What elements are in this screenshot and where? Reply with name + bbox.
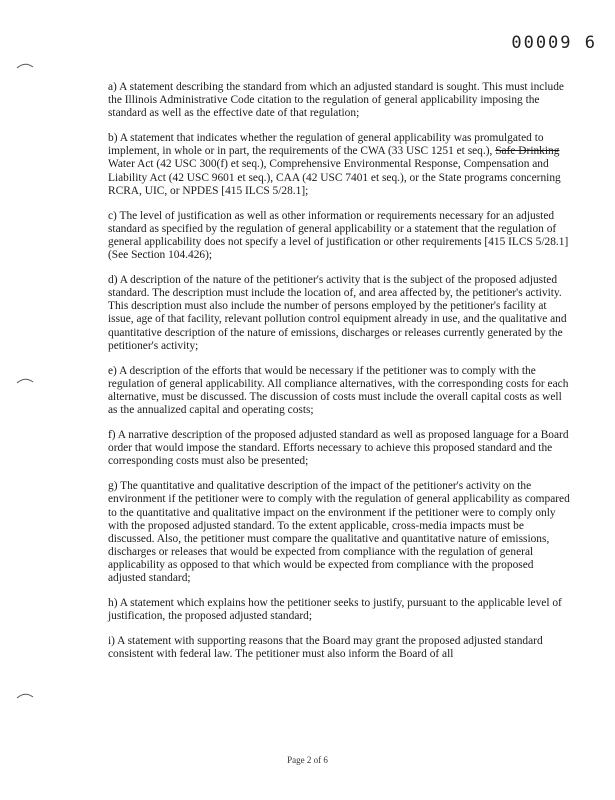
paragraph-a: a) A statement describing the standard from which an adjusted standard is sought. This must include the Illinois Administrative Code citation to the regulation of general applicability imposing the standard as well as the effective date of that regulation; (108, 81, 564, 120)
paragraph-g: g) The quantitative and qualitative description of the impact of the petitioner's activity on the environment if the petitioner were to comply with the regulation of general applicability as compared to the quantitative and qualitative impact on the environment if the petitioner were to comply only with the proposed adjusted standard. To the extent applicable, cross-media impacts must be discussed. Also, the petitioner must compare the qualitative and quantitative nature of emissions, discharges or releases that would be expected from compliance with the regulation of general applicability as opposed to that which would be expected from compliance with the proposed adjusted standard; (108, 480, 570, 584)
paragraph-h: h) A statement which explains how the petitioner seeks to justify, pursuant to the applicable level of justification, the proposed adjusted standard; (108, 597, 562, 623)
punch-hole-mark (16, 690, 34, 700)
punch-hole-mark (16, 375, 34, 385)
paragraph-c: c) The level of justification as well as other information or requirements necessary for an adjusted standard as specified by the regulation of general applicability or a statement that the regulation of general applicability does not specify a level of justification or other requirements [415 ILCS 5/28.1] (See Section 104.426); (108, 209, 569, 262)
punch-hole-mark (16, 60, 34, 70)
paragraph-d: d) A description of the nature of the petitioner's activity that is the subject of the proposed adjusted standard. The description must include the location of, and area affected by, the petitioner's activity. This description must also include the number of persons employed by the petitioner's facility at issue, age of that facility, relevant pollution control equipment already in use, and the qualitative and quantitative description of the nature of emissions, discharges or releases currently generated by the petitioner's activity; (108, 274, 567, 352)
paragraph-b-text-cont: Water Act (42 USC 300(f) et seq.), Comprehensive Environmental Response, Compensation and Liability Act (42 USC 9601 et seq.), CAA (42 USC 7401 et seq.), or the State programs concerning RCRA, UIC, or NPDES [415 ILCS 5/28.1]; (108, 158, 561, 197)
paragraph-b-text: b) A statement that indicates whether the regulation of general applicability was promulgated to implement, in whole or in part, the requirements of the CWA (33 USC 1251 et seq.), (108, 132, 544, 158)
paragraph-i: i) A statement with supporting reasons that the Board may grant the proposed adjusted standard consistent with federal law. The petitioner must also inform the Board of all (108, 635, 543, 661)
page-stamp-number: 00009 6 (511, 33, 597, 53)
page-footer: Page 2 of 6 (287, 755, 328, 765)
paragraph-b-struck-text: Safe Drinking (495, 145, 560, 158)
paragraph-b (108, 132, 570, 197)
paragraph-e: e) A description of the efforts that would be necessary if the petitioner was to comply with the regulation of general applicability. All compliance alternatives, with the corresponding costs for each alternative, must be discussed. The discussion of costs must include the overall capital costs as well as the annualized capital and operating costs; (108, 364, 569, 416)
paragraph-f: f) A narrative description of the proposed adjusted standard as well as proposed language for a Board order that would impose the standard. Efforts necessary to achieve this proposed standard and the corresponding costs must also be presented; (108, 429, 569, 468)
document-body (108, 81, 570, 673)
